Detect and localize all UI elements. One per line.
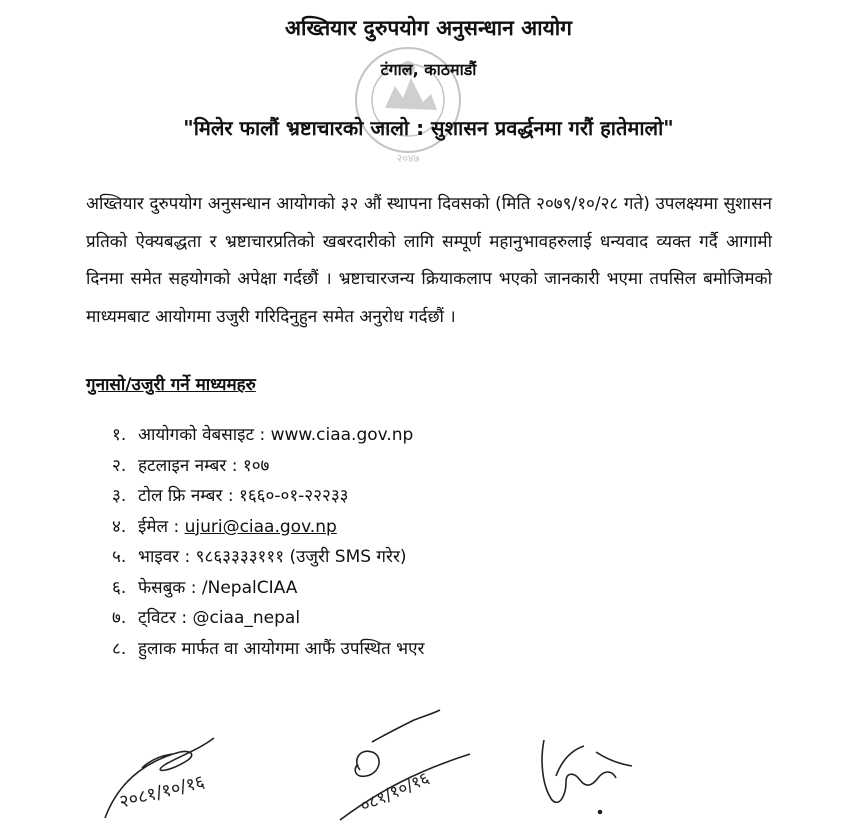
organization-location: टंगाल, काठमाडौं	[380, 60, 477, 79]
complaint-channels-list	[112, 422, 424, 666]
hotline-number: १०७	[242, 455, 270, 476]
seal-year: २०४७	[396, 152, 420, 165]
viber-number: ९८६३३३३१११ (उजुरी SMS गरेर)	[195, 547, 407, 567]
list-item: ५. भाइवर : ९८६३३३३१११ (उजुरी SMS गरेर)	[112, 547, 407, 567]
announcement-paragraph: अख्तियार दुरुपयोग अनुसन्धान आयोगको ३२ औं स्थापना दिवसको (मिति २०७९/१०/२८ गते) उपलक्ष्यमा सुशासन प्रतिको ऐक्यबद्धता र भ्रष्टाचारप्रतिको खबरदारीको लागि सम्पूर्ण महानुभावहरुलाई धन्यवाद व्यक्त गर्दै आगामी दिनमा समेत सहयोगको अपेक्षा गर्दछौं । भ्रष्टाचारजन्य क्रियाकलाप भएको जानकारी भएमा तपसिल बमोजिमको माध्यमबाट आयोगमा उजुरी गरिदिनुहुन समेत अनुरोध गर्दछौं ।	[86, 194, 772, 327]
list-item: ४. ईमेल : ujuri@ciaa.gov.np	[112, 516, 337, 537]
organization-title: अख्तियार दुरुपयोग अनुसन्धान आयोग	[284, 16, 573, 40]
facebook-handle: /NepalCIAA	[201, 577, 298, 598]
website-link[interactable]: www.ciaa.gov.np	[270, 425, 414, 445]
list-item: १. आयोगको वेबसाइट : www.ciaa.gov.np	[112, 425, 414, 445]
list-item: २. हटलाइन नम्बर : १०७	[112, 455, 270, 476]
twitter-handle: @ciaa_nepal	[192, 608, 301, 628]
signature-middle-date: ०८१/१०/१६	[357, 768, 433, 817]
list-item: ८. हुलाक मार्फत वा आयोगमा आफैं उपस्थित भएर	[112, 638, 425, 659]
signature-right	[542, 740, 632, 814]
toll-free-number: १६६०-०१-२२२३३	[238, 486, 349, 506]
campaign-slogan: "मिलेर फालौं भ्रष्टाचारको जालो : सुशासन प्रवर्द्धनमा गरौं हातेमालो"	[183, 116, 674, 140]
list-item: ७. ट्विटर : @ciaa_nepal	[112, 608, 301, 628]
email-link[interactable]: ujuri@ciaa.gov.np	[184, 516, 337, 537]
signatures-area	[0, 690, 857, 832]
complaint-channels-heading: गुनासो/उजुरी गर्ने माध्यमहरु	[86, 375, 256, 395]
list-item: ३. टोल फ्रि नम्बर : १६६०-०१-२२२३३	[112, 486, 349, 506]
signature-left-date: २०८१/१०/१६	[117, 771, 207, 813]
list-item: ६. फेसबुक : /NepalCIAA	[112, 577, 298, 598]
